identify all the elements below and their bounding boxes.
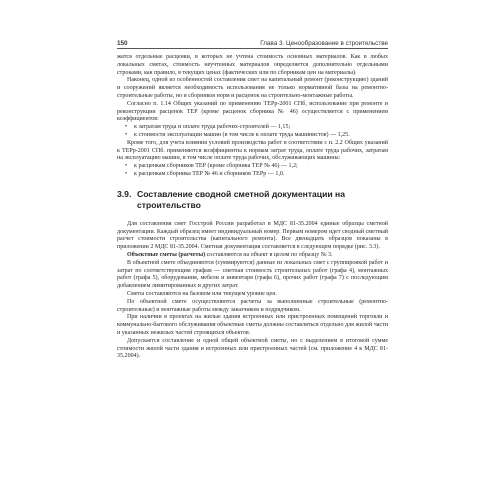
- paragraph: В объектной смете объединяются (суммируются) данные из локальных смет с группировкой работ и затрат по соответствующим графам — сметная стоимость строительных работ (графа 4), монтажных работ (графа 5), оборудования, мебели и инвентаря (графа 6), прочих работ (графа 7) с последующим добавлением лимитированных и других затрат.: [117, 259, 388, 290]
- bullet-icon: •: [125, 170, 128, 177]
- paragraph: По объектной смете осуществляются расчеты за выполненные строительные (ремонтно-строительные) и монтажные работы между заказчиком и подрядчиком.: [117, 298, 388, 313]
- section-title: Составление сводной сметной документации на строительство: [137, 188, 346, 210]
- bullet-icon: •: [125, 163, 128, 170]
- section-heading: [117, 189, 388, 211]
- paragraph: жатся отдельные расценки, в которых не учтена стоимость основных материалов. Как в любых локальных сметах, стоимость неучтенных материалов определяется дополнительно отдельными строками, как правило, в текущих ценах (фактических или по сборникам цен на материалы).: [117, 54, 388, 76]
- list-item: • к стоимости эксплуатации машин (в том числе к оплате труда машинистов) — 1,25.: [125, 131, 350, 138]
- bullet-icon: •: [125, 124, 128, 131]
- section-number: 3.9.: [117, 188, 132, 199]
- page-number: 150: [117, 40, 128, 47]
- chapter-title: Глава 3. Ценообразование в строительстве: [260, 40, 388, 47]
- list-item: • к расценкам сборников ТЕР (кроме сборника ТЕР № 46) — 1,2;: [125, 163, 298, 170]
- paragraph: Согласно п. 1.14 Общих указаний по применению ТЕРр-2001 СПб, использование при ремонте и реконструкции расценок ТЕР (кроме расценок сборника № 46) осуществляется с применением коэффициентов:: [117, 100, 388, 123]
- paragraph: Допускается составление и одной общей объектной сметы, но с выделением в итоговой сумме стоимости жилой части здания и встроенных или пристроенных частей (см. приложение 4 к МДС 81-35.2004).: [117, 337, 388, 360]
- list-item: • к затратам труда и оплате труда рабочих-строителей — 1,15;: [125, 124, 291, 131]
- paragraph: Кроме того, для учета влияния условий производства работ в соответствии с п. 2.2 Общих указаний к ТЕРр-2001 СПб. применяются коэффициенты к нормам затрат труда, оплате труда рабочих, затратам на эксплуатацию машин, в том числе оплате труда рабочих, обслуживающих машины:: [117, 139, 388, 162]
- paragraph: Объектные сметы (расчеты) составляются на объект в целом по образцу № 3.: [127, 251, 333, 258]
- paragraph: Наконец, одной из особенностей составления смет на капитальный ремонт (реконструкцию) зданий и сооружений является необходимость использования не только нормативной базы на ремонтно-строительные работы, но и сборников норм и расценок на строительно-монтажные работы.: [117, 77, 388, 99]
- paragraph: Сметы составляются на базовом или текущем уровне цен.: [127, 290, 277, 297]
- paragraph: При наличии в проектах на жилые здания встроенных или пристроенных помещений торговли и коммунально-бытового обслуживания объектные сметы должны составляться отдельно для жилой части и указанных нежилых частей строящихся объектов.: [117, 314, 388, 336]
- paragraph: Для составления смет Госстрой России разработал в МДС 81-35.2004 единые образцы сметной документации. Каждый образец имеет индивидуальный номер. Первым номером идет сводный сметный расчет стоимости строительства (капитального ремонта). Все двенадцать образцов показаны в приложении 2 МДС 81-35.2004. Сметная документация составляется в следующем порядке (рис. 3.3).: [117, 220, 388, 251]
- list-item: • к расценкам сборника ТЕР № 46 и сборников ТЕРр — 1,0.: [125, 170, 285, 177]
- coefficient-list: [117, 124, 388, 140]
- header-rule: [117, 48, 388, 49]
- running-header: [117, 37, 388, 49]
- term-bold: Объектные сметы (расчеты): [127, 251, 206, 258]
- page-body: [117, 54, 388, 361]
- bullet-icon: •: [125, 131, 128, 138]
- coefficient-list: [117, 163, 388, 179]
